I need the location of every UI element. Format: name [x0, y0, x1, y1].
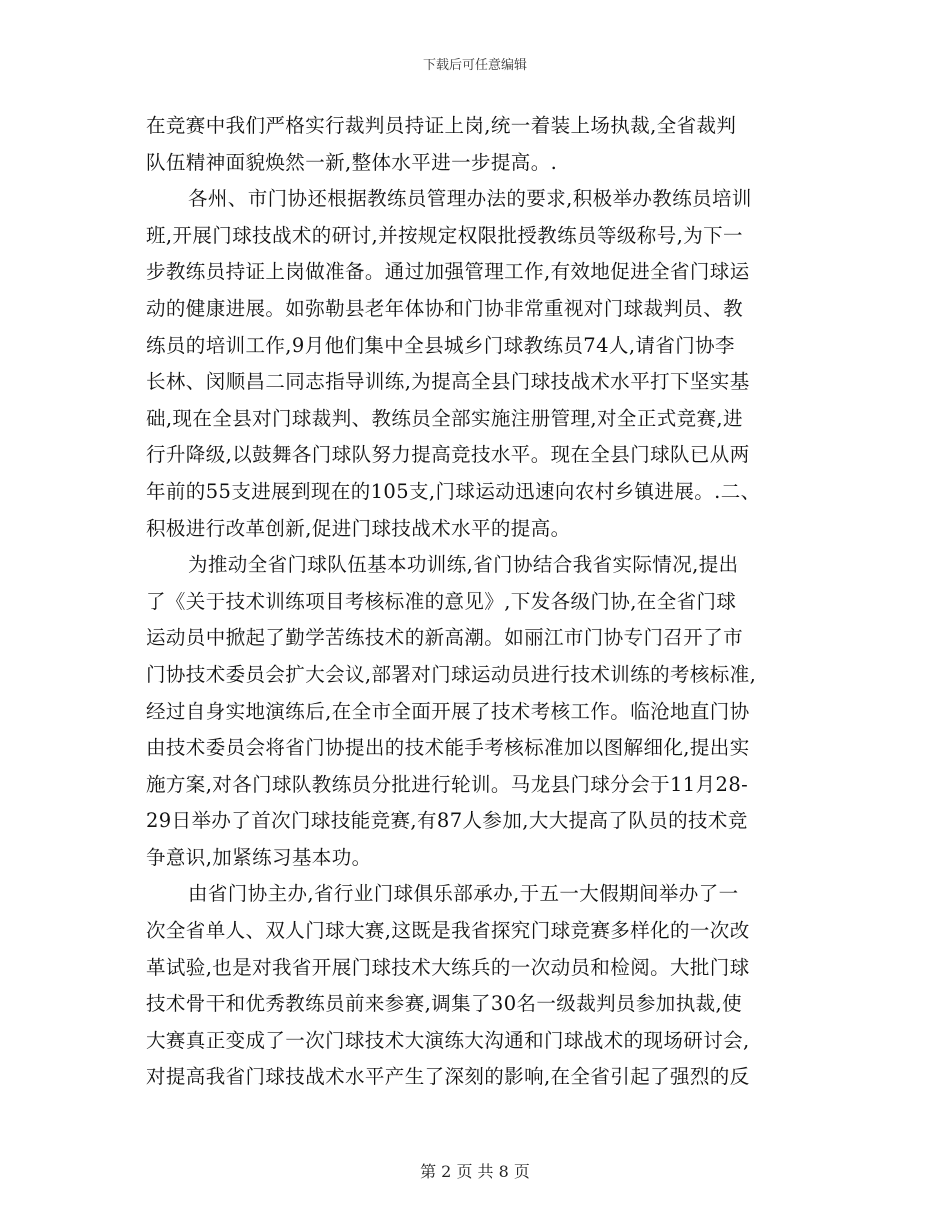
text-line: 技术骨干和优秀教练员前来参赛,调集了30名一级裁判员参加执裁,使 — [146, 992, 743, 1016]
text-line: 行升降级,以鼓舞各门球队努力提高竞技水平。现在全县门球队已从两 — [146, 443, 750, 467]
text-line: 革试验,也是对我省开展门球技术大练兵的一次动员和检阅。大批门球 — [146, 955, 750, 979]
text-line: 了《关于技术训练项目考核标准的意见》,下发各级门协,在全省门球 — [146, 589, 737, 613]
text-line: 础,现在全县对门球裁判、教练员全部实施注册管理,对全正式竞赛,进 — [146, 406, 743, 430]
text-line: 年前的55支进展到现在的105支,门球运动迅速向农村乡镇进展。.二、 — [146, 479, 761, 503]
text-line: 各州、市门协还根据教练员管理办法的要求,积极举办教练员培训 — [188, 187, 752, 211]
text-line: 29日举办了首次门球技能竞赛,有87人参加,大大提高了队员的技术竞 — [146, 809, 748, 833]
text-line: 积极进行改革创新,促进门球技战术水平的提高。 — [146, 516, 571, 540]
text-line: 经过自身实地演练后,在全市全面开展了技术考核工作。临沧地直门协 — [146, 699, 750, 723]
text-line: 长林、闵顺昌二同志指导训练,为提高全县门球技战术水平打下坚实基 — [146, 370, 750, 394]
text-line: 由省门协主办,省行业门球俱乐部承办,于五一大假期间举办了一 — [188, 882, 739, 906]
text-line: 运动员中掀起了勤学苦练技术的新高潮。如丽江市门协专门召开了市 — [146, 626, 744, 650]
text-line: 门协技术委员会扩大会议,部署对门球运动员进行技术训练的考核标准, — [146, 662, 757, 686]
text-line: 次全省单人、双人门球大赛,这既是我省探究门球竞赛多样化的一次改 — [146, 919, 750, 943]
text-line: 对提高我省门球技战术水平产生了深刻的影响,在全省引起了强烈的反 — [146, 1065, 750, 1089]
text-line: 在竞赛中我们严格实行裁判员持证上岗,统一着装上场执裁,全省裁判 — [146, 114, 737, 137]
text-line: 为推动全省门球队伍基本功训练,省门协结合我省实际情况,提出 — [188, 553, 739, 577]
text-line: 施方案,对各门球队教练员分批进行轮训。马龙县门球分会于11月28- — [146, 772, 749, 796]
text-line: 大赛真正变成了一次门球技术大演练大沟通和门球战术的现场研讨会, — [146, 1028, 750, 1052]
text-line: 队伍精神面貌焕然一新,整体水平进一步提高。. — [146, 150, 558, 174]
text-line: 由技术委员会将省门协提出的技术能手考核标准加以图解细化,提出实 — [146, 736, 750, 760]
body-text — [146, 108, 810, 1096]
text-line: 争意识,加紧练习基本功。 — [146, 845, 372, 869]
page-header: 下载后可任意编辑 — [422, 58, 527, 73]
page-number: 第 2 页 共 8 页 — [420, 1162, 530, 1181]
text-line: 练员的培训工作,9月他们集中全县城乡门球教练员74人,请省门协李 — [146, 333, 735, 357]
text-line: 动的健康进展。如弥勒县老年体协和门协非常重视对门球裁判员、教 — [146, 296, 744, 320]
text-line: 步教练员持证上岗做准备。通过加强管理工作,有效地促进全省门球运 — [146, 260, 750, 284]
text-line: 班,开展门球技战术的研讨,并按规定权限批授教练员等级称号,为下一 — [146, 223, 743, 247]
